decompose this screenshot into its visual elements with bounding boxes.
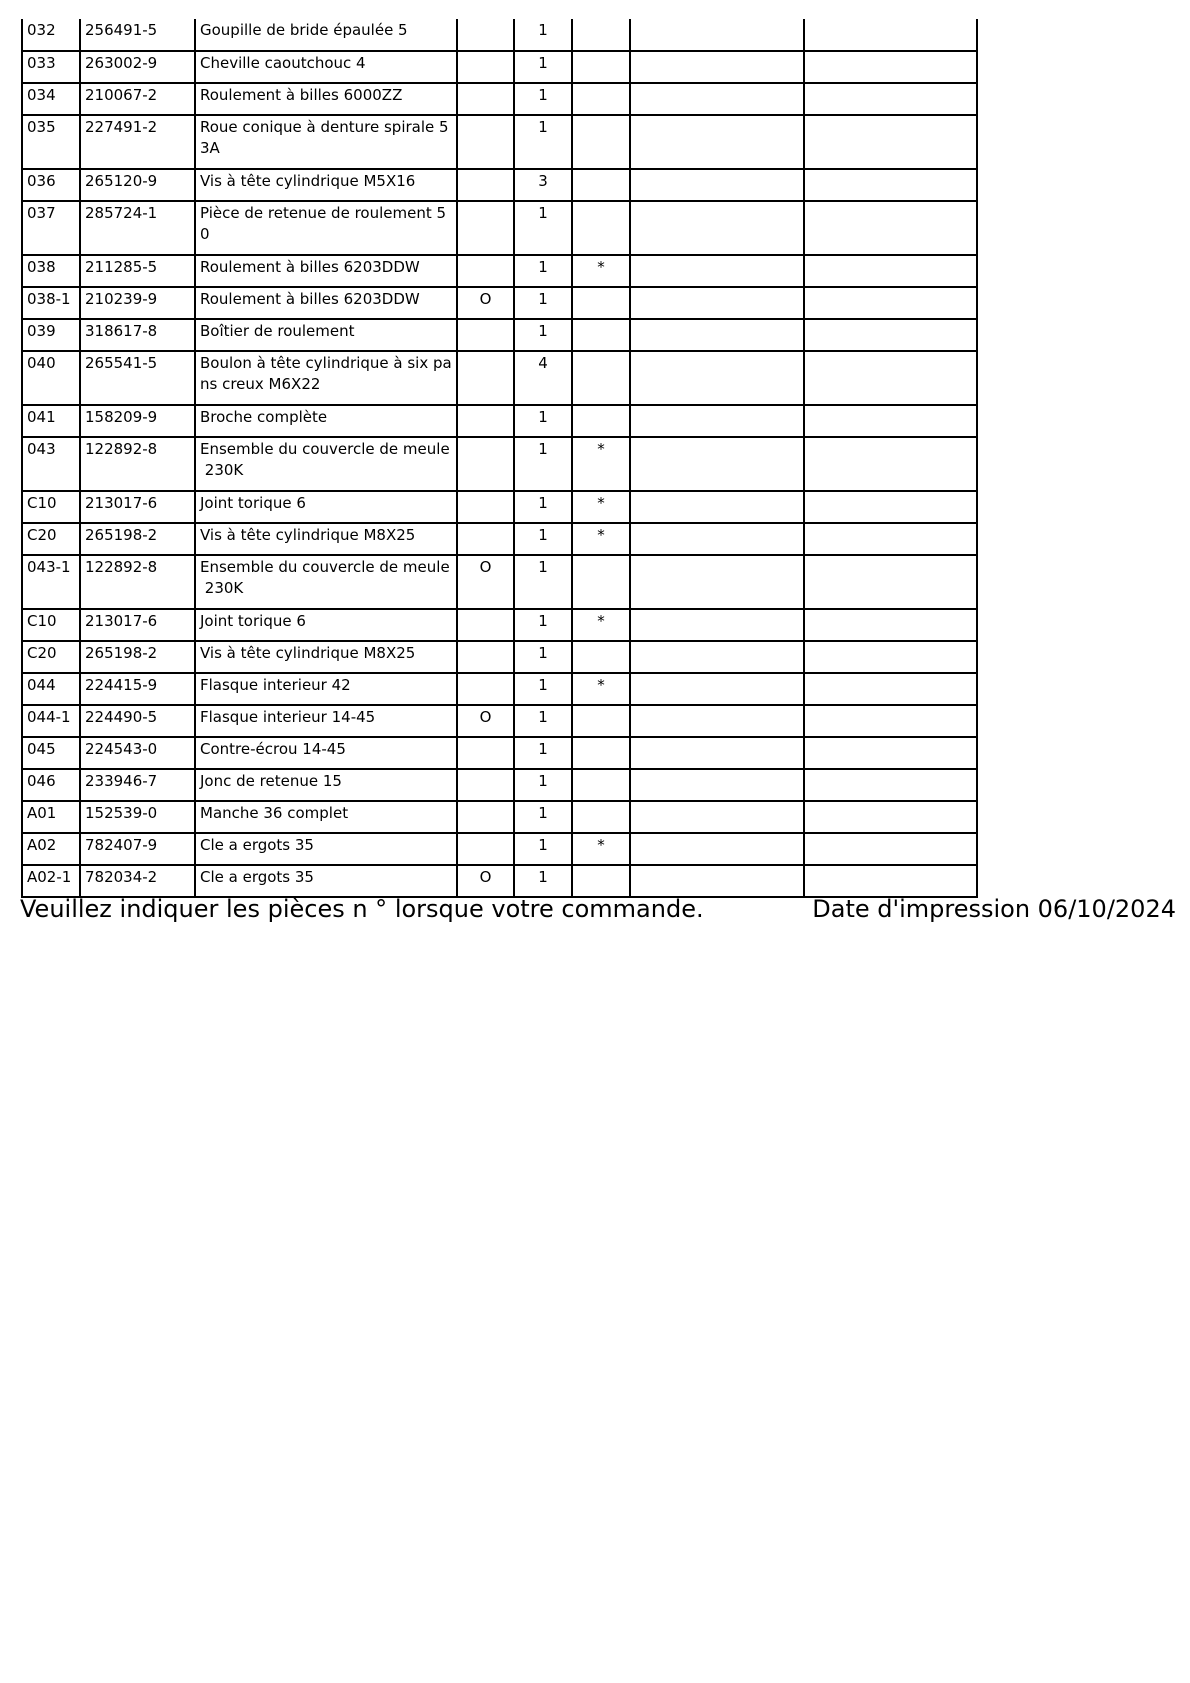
mark-cell: *: [572, 833, 630, 865]
part-code-cell: 265120-9: [80, 169, 195, 201]
empty-cell: [804, 801, 977, 833]
part-number-cell: 033: [22, 51, 80, 83]
part-description-cell: Boîtier de roulement: [195, 319, 457, 351]
table-row: [22, 523, 977, 555]
mark-cell: [572, 555, 630, 609]
mark-cell: [572, 169, 630, 201]
part-description-cell: Broche complète: [195, 405, 457, 437]
table-row: [22, 705, 977, 737]
mark-cell: [572, 641, 630, 673]
part-code-cell: 213017-6: [80, 491, 195, 523]
part-description-cell: Manche 36 complet: [195, 801, 457, 833]
empty-cell: [630, 319, 804, 351]
part-code-cell: 227491-2: [80, 115, 195, 169]
quantity-cell: 1: [514, 523, 572, 555]
empty-cell: [630, 83, 804, 115]
empty-cell: [630, 833, 804, 865]
part-description-cell: Ensemble du couvercle de meule 230K: [195, 437, 457, 491]
table-row: [22, 201, 977, 255]
quantity-cell: 1: [514, 437, 572, 491]
part-description-cell: Vis à tête cylindrique M8X25: [195, 641, 457, 673]
option-cell: [457, 319, 514, 351]
part-number-cell: 036: [22, 169, 80, 201]
quantity-cell: 1: [514, 555, 572, 609]
option-cell: O: [457, 865, 514, 897]
table-row: [22, 255, 977, 287]
option-cell: [457, 491, 514, 523]
mark-cell: [572, 319, 630, 351]
part-code-cell: 122892-8: [80, 437, 195, 491]
empty-cell: [804, 115, 977, 169]
empty-cell: [630, 351, 804, 405]
quantity-cell: 1: [514, 405, 572, 437]
option-cell: [457, 351, 514, 405]
empty-cell: [630, 737, 804, 769]
option-cell: [457, 833, 514, 865]
option-cell: [457, 523, 514, 555]
print-date: Date d'impression 06/10/2024: [812, 895, 1176, 923]
part-code-cell: 265198-2: [80, 523, 195, 555]
option-cell: [457, 83, 514, 115]
quantity-cell: 4: [514, 351, 572, 405]
quantity-cell: 1: [514, 19, 572, 51]
mark-cell: [572, 705, 630, 737]
part-code-cell: 224415-9: [80, 673, 195, 705]
empty-cell: [804, 405, 977, 437]
order-note: Veuillez indiquer les pièces n ° lorsque votre commande.: [20, 895, 704, 923]
empty-cell: [630, 865, 804, 897]
part-code-cell: 224543-0: [80, 737, 195, 769]
option-cell: [457, 737, 514, 769]
part-description-cell: Boulon à tête cylindrique à six pa ns creux M6X22: [195, 351, 457, 405]
part-description-cell: Pièce de retenue de roulement 5 0: [195, 201, 457, 255]
part-description-cell: Roulement à billes 6000ZZ: [195, 83, 457, 115]
empty-cell: [804, 201, 977, 255]
mark-cell: *: [572, 673, 630, 705]
empty-cell: [804, 833, 977, 865]
quantity-cell: 1: [514, 83, 572, 115]
option-cell: [457, 673, 514, 705]
part-number-cell: 043: [22, 437, 80, 491]
table-row: [22, 19, 977, 51]
part-code-cell: 782034-2: [80, 865, 195, 897]
part-number-cell: 044: [22, 673, 80, 705]
part-number-cell: C20: [22, 523, 80, 555]
option-cell: [457, 641, 514, 673]
quantity-cell: 1: [514, 833, 572, 865]
part-code-cell: 256491-5: [80, 19, 195, 51]
mark-cell: [572, 769, 630, 801]
part-code-cell: 285724-1: [80, 201, 195, 255]
mark-cell: *: [572, 437, 630, 491]
option-cell: [457, 437, 514, 491]
quantity-cell: 1: [514, 115, 572, 169]
part-number-cell: 045: [22, 737, 80, 769]
part-code-cell: 318617-8: [80, 319, 195, 351]
parts-table: [21, 19, 978, 898]
table-row: [22, 801, 977, 833]
table-row: [22, 287, 977, 319]
part-code-cell: 782407-9: [80, 833, 195, 865]
empty-cell: [804, 769, 977, 801]
empty-cell: [804, 437, 977, 491]
table-row: [22, 405, 977, 437]
empty-cell: [630, 115, 804, 169]
empty-cell: [630, 609, 804, 641]
quantity-cell: 1: [514, 705, 572, 737]
quantity-cell: 1: [514, 769, 572, 801]
part-description-cell: Goupille de bride épaulée 5: [195, 19, 457, 51]
part-number-cell: 046: [22, 769, 80, 801]
part-number-cell: A02: [22, 833, 80, 865]
mark-cell: [572, 351, 630, 405]
part-number-cell: 037: [22, 201, 80, 255]
mark-cell: [572, 865, 630, 897]
part-number-cell: 038-1: [22, 287, 80, 319]
table-row: [22, 169, 977, 201]
table-row: [22, 351, 977, 405]
quantity-cell: 1: [514, 51, 572, 83]
table-row: [22, 609, 977, 641]
empty-cell: [804, 19, 977, 51]
quantity-cell: 1: [514, 255, 572, 287]
empty-cell: [804, 255, 977, 287]
part-code-cell: 210239-9: [80, 287, 195, 319]
part-number-cell: 034: [22, 83, 80, 115]
part-description-cell: Roue conique à denture spirale 5 3A: [195, 115, 457, 169]
quantity-cell: 1: [514, 201, 572, 255]
empty-cell: [630, 673, 804, 705]
quantity-cell: 1: [514, 609, 572, 641]
part-description-cell: Roulement à billes 6203DDW: [195, 255, 457, 287]
part-number-cell: 032: [22, 19, 80, 51]
empty-cell: [630, 201, 804, 255]
part-description-cell: Contre-écrou 14-45: [195, 737, 457, 769]
table-row: [22, 555, 977, 609]
empty-cell: [630, 287, 804, 319]
empty-cell: [804, 609, 977, 641]
table-row: [22, 737, 977, 769]
part-description-cell: Jonc de retenue 15: [195, 769, 457, 801]
quantity-cell: 1: [514, 737, 572, 769]
table-row: [22, 833, 977, 865]
parts-table-body: [22, 19, 977, 897]
part-code-cell: 233946-7: [80, 769, 195, 801]
quantity-cell: 1: [514, 641, 572, 673]
empty-cell: [804, 705, 977, 737]
part-description-cell: Cheville caoutchouc 4: [195, 51, 457, 83]
part-code-cell: 210067-2: [80, 83, 195, 115]
table-row: [22, 83, 977, 115]
part-code-cell: 224490-5: [80, 705, 195, 737]
part-code-cell: 122892-8: [80, 555, 195, 609]
part-number-cell: 044-1: [22, 705, 80, 737]
part-code-cell: 265541-5: [80, 351, 195, 405]
option-cell: [457, 19, 514, 51]
part-number-cell: 035: [22, 115, 80, 169]
part-description-cell: Cle a ergots 35: [195, 833, 457, 865]
mark-cell: [572, 405, 630, 437]
quantity-cell: 3: [514, 169, 572, 201]
part-description-cell: Joint torique 6: [195, 609, 457, 641]
empty-cell: [630, 405, 804, 437]
part-description-cell: Flasque interieur 14-45: [195, 705, 457, 737]
part-number-cell: 038: [22, 255, 80, 287]
empty-cell: [630, 169, 804, 201]
mark-cell: *: [572, 491, 630, 523]
empty-cell: [630, 555, 804, 609]
empty-cell: [804, 169, 977, 201]
part-number-cell: 041: [22, 405, 80, 437]
option-cell: [457, 255, 514, 287]
empty-cell: [804, 83, 977, 115]
empty-cell: [630, 255, 804, 287]
option-cell: [457, 169, 514, 201]
quantity-cell: 1: [514, 673, 572, 705]
quantity-cell: 1: [514, 287, 572, 319]
mark-cell: *: [572, 523, 630, 555]
empty-cell: [804, 865, 977, 897]
empty-cell: [630, 491, 804, 523]
mark-cell: [572, 287, 630, 319]
empty-cell: [804, 523, 977, 555]
part-number-cell: A02-1: [22, 865, 80, 897]
part-code-cell: 211285-5: [80, 255, 195, 287]
part-code-cell: 158209-9: [80, 405, 195, 437]
mark-cell: [572, 801, 630, 833]
empty-cell: [630, 769, 804, 801]
table-row: [22, 641, 977, 673]
empty-cell: [630, 437, 804, 491]
part-number-cell: C10: [22, 491, 80, 523]
part-number-cell: 040: [22, 351, 80, 405]
empty-cell: [630, 641, 804, 673]
option-cell: [457, 201, 514, 255]
part-description-cell: Vis à tête cylindrique M8X25: [195, 523, 457, 555]
empty-cell: [804, 737, 977, 769]
part-description-cell: Joint torique 6: [195, 491, 457, 523]
part-code-cell: 265198-2: [80, 641, 195, 673]
table-row: [22, 673, 977, 705]
mark-cell: *: [572, 609, 630, 641]
part-number-cell: 043-1: [22, 555, 80, 609]
empty-cell: [804, 491, 977, 523]
empty-cell: [804, 51, 977, 83]
option-cell: [457, 405, 514, 437]
mark-cell: [572, 115, 630, 169]
empty-cell: [630, 523, 804, 555]
mark-cell: [572, 201, 630, 255]
mark-cell: [572, 19, 630, 51]
part-code-cell: 213017-6: [80, 609, 195, 641]
part-description-cell: Flasque interieur 42: [195, 673, 457, 705]
quantity-cell: 1: [514, 319, 572, 351]
option-cell: [457, 115, 514, 169]
part-description-cell: Roulement à billes 6203DDW: [195, 287, 457, 319]
table-row: [22, 51, 977, 83]
table-row: [22, 115, 977, 169]
quantity-cell: 1: [514, 865, 572, 897]
empty-cell: [804, 287, 977, 319]
option-cell: [457, 769, 514, 801]
mark-cell: [572, 83, 630, 115]
empty-cell: [630, 705, 804, 737]
table-row: [22, 769, 977, 801]
empty-cell: [804, 673, 977, 705]
empty-cell: [630, 51, 804, 83]
empty-cell: [630, 801, 804, 833]
mark-cell: [572, 51, 630, 83]
empty-cell: [804, 319, 977, 351]
table-row: [22, 319, 977, 351]
option-cell: O: [457, 705, 514, 737]
empty-cell: [630, 19, 804, 51]
option-cell: [457, 609, 514, 641]
empty-cell: [804, 351, 977, 405]
option-cell: [457, 51, 514, 83]
table-row: [22, 491, 977, 523]
part-description-cell: Vis à tête cylindrique M5X16: [195, 169, 457, 201]
mark-cell: [572, 737, 630, 769]
part-description-cell: Cle a ergots 35: [195, 865, 457, 897]
part-number-cell: C10: [22, 609, 80, 641]
table-row: [22, 437, 977, 491]
part-number-cell: A01: [22, 801, 80, 833]
part-code-cell: 152539-0: [80, 801, 195, 833]
quantity-cell: 1: [514, 801, 572, 833]
empty-cell: [804, 641, 977, 673]
part-number-cell: 039: [22, 319, 80, 351]
part-description-cell: Ensemble du couvercle de meule 230K: [195, 555, 457, 609]
mark-cell: *: [572, 255, 630, 287]
part-code-cell: 263002-9: [80, 51, 195, 83]
option-cell: [457, 801, 514, 833]
part-number-cell: C20: [22, 641, 80, 673]
table-row: [22, 865, 977, 897]
option-cell: O: [457, 555, 514, 609]
empty-cell: [804, 555, 977, 609]
quantity-cell: 1: [514, 491, 572, 523]
option-cell: O: [457, 287, 514, 319]
